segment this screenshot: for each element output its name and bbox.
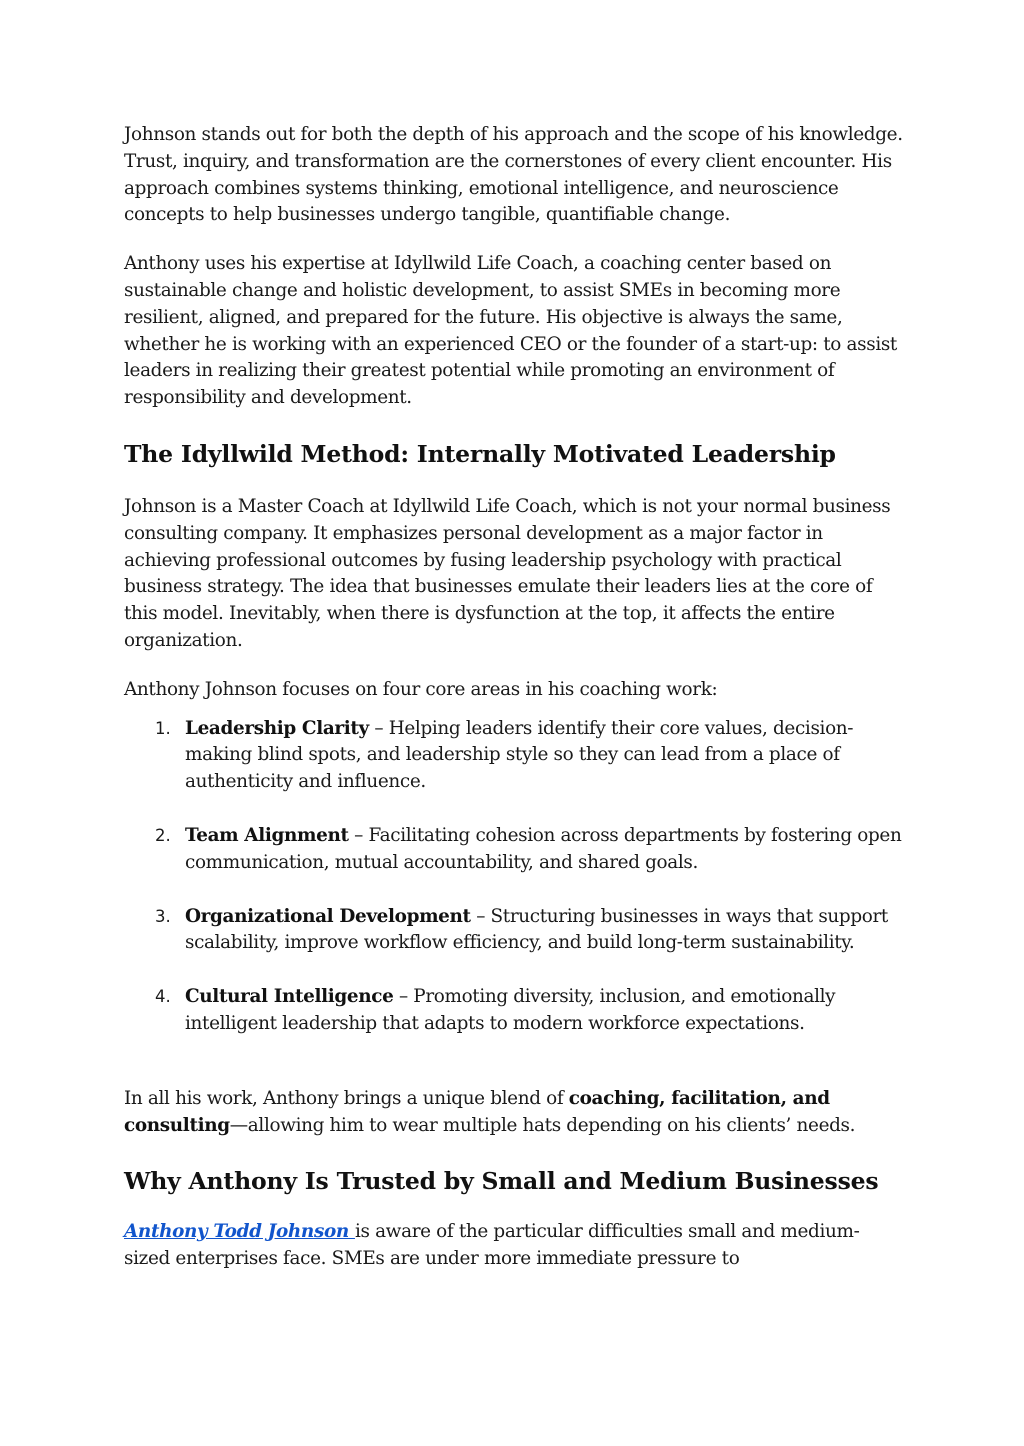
list-term: Cultural Intelligence [185,986,394,1008]
list-item [124,823,904,877]
list-term: Organizational Development [185,905,471,927]
core-areas-intro: Anthony Johnson focuses on four core areas in his coaching work: [124,678,718,700]
trusted-text: is aware of the particular difficulties small and medium-sized enterprises face. SMEs are under more immediate pressure to [124,1221,860,1270]
list-term: Team Alignment [185,824,349,846]
list-description: – Helping leaders identify their core values, decision-making blind spots, and leadership style so they can lead from a place of authenticity and influence. [185,717,854,793]
list-number: 3. [155,906,171,926]
summary-bold-text: coaching, facilitation, and consulting [124,1087,830,1136]
list-item [124,904,904,958]
list-item [124,984,904,1038]
list-description: – Facilitating cohesion across departments by fostering open communication, mutual accountability, and shared goals. [185,824,902,873]
core-areas-list [124,716,904,1038]
list-item [124,716,904,796]
summary-text-after: —allowing him to wear multiple hats depending on his clients’ needs. [229,1114,856,1136]
trusted-paragraph [124,1219,904,1273]
document-page [124,122,904,1273]
intro-paragraph-1: Johnson stands out for both the depth of his approach and the scope of his knowledge. Trust, inquiry, and transformation are the cornerstones of every client encounter. His approach combines systems thinking, emotional intelligence, and neuroscience concepts to help businesses undergo tangible, quantifiable change. [124,124,903,226]
summary-paragraph [124,1086,904,1140]
list-description: – Structuring businesses in ways that support scalability, improve workflow efficiency, and build long-term sustainability. [185,905,888,954]
method-heading: The Idyllwild Method: Internally Motivated Leadership [124,439,836,468]
list-number: 2. [155,825,171,845]
intro-paragraph-2: Anthony uses his expertise at Idyllwild Life Coach, a coaching center based on sustainable change and holistic development, to assist SMEs in becoming more resilient, aligned, and prepared for the future. His objective is always the same, whether he is working with an experienced CEO or the founder of a start-up: to assist leaders in realizing their greatest potential while promoting an environment of responsibility and development. [124,253,897,409]
summary-text-before: In all his work, Anthony brings a unique blend of [124,1087,569,1109]
trusted-heading: Why Anthony Is Trusted by Small and Medium Businesses [124,1167,879,1196]
list-number: 4. [155,987,171,1007]
method-paragraph: Johnson is a Master Coach at Idyllwild Life Coach, which is not your normal business consulting company. It emphasizes personal development as a major factor in achieving professional outcomes by fusing leadership psychology with practical business strategy. The idea that businesses emulate their leaders lies at the core of this model. Inevitably, when there is dysfunction at the top, it affects the entire organization. [124,495,891,651]
list-description: – Promoting diversity, inclusion, and emotionally intelligent leadership that adapts to modern workforce expectations. [185,986,836,1034]
list-number: 1. [155,718,171,738]
list-term: Leadership Clarity [185,717,369,739]
anthony-todd-johnson-link[interactable]: Anthony Todd Johnson [124,1221,355,1243]
